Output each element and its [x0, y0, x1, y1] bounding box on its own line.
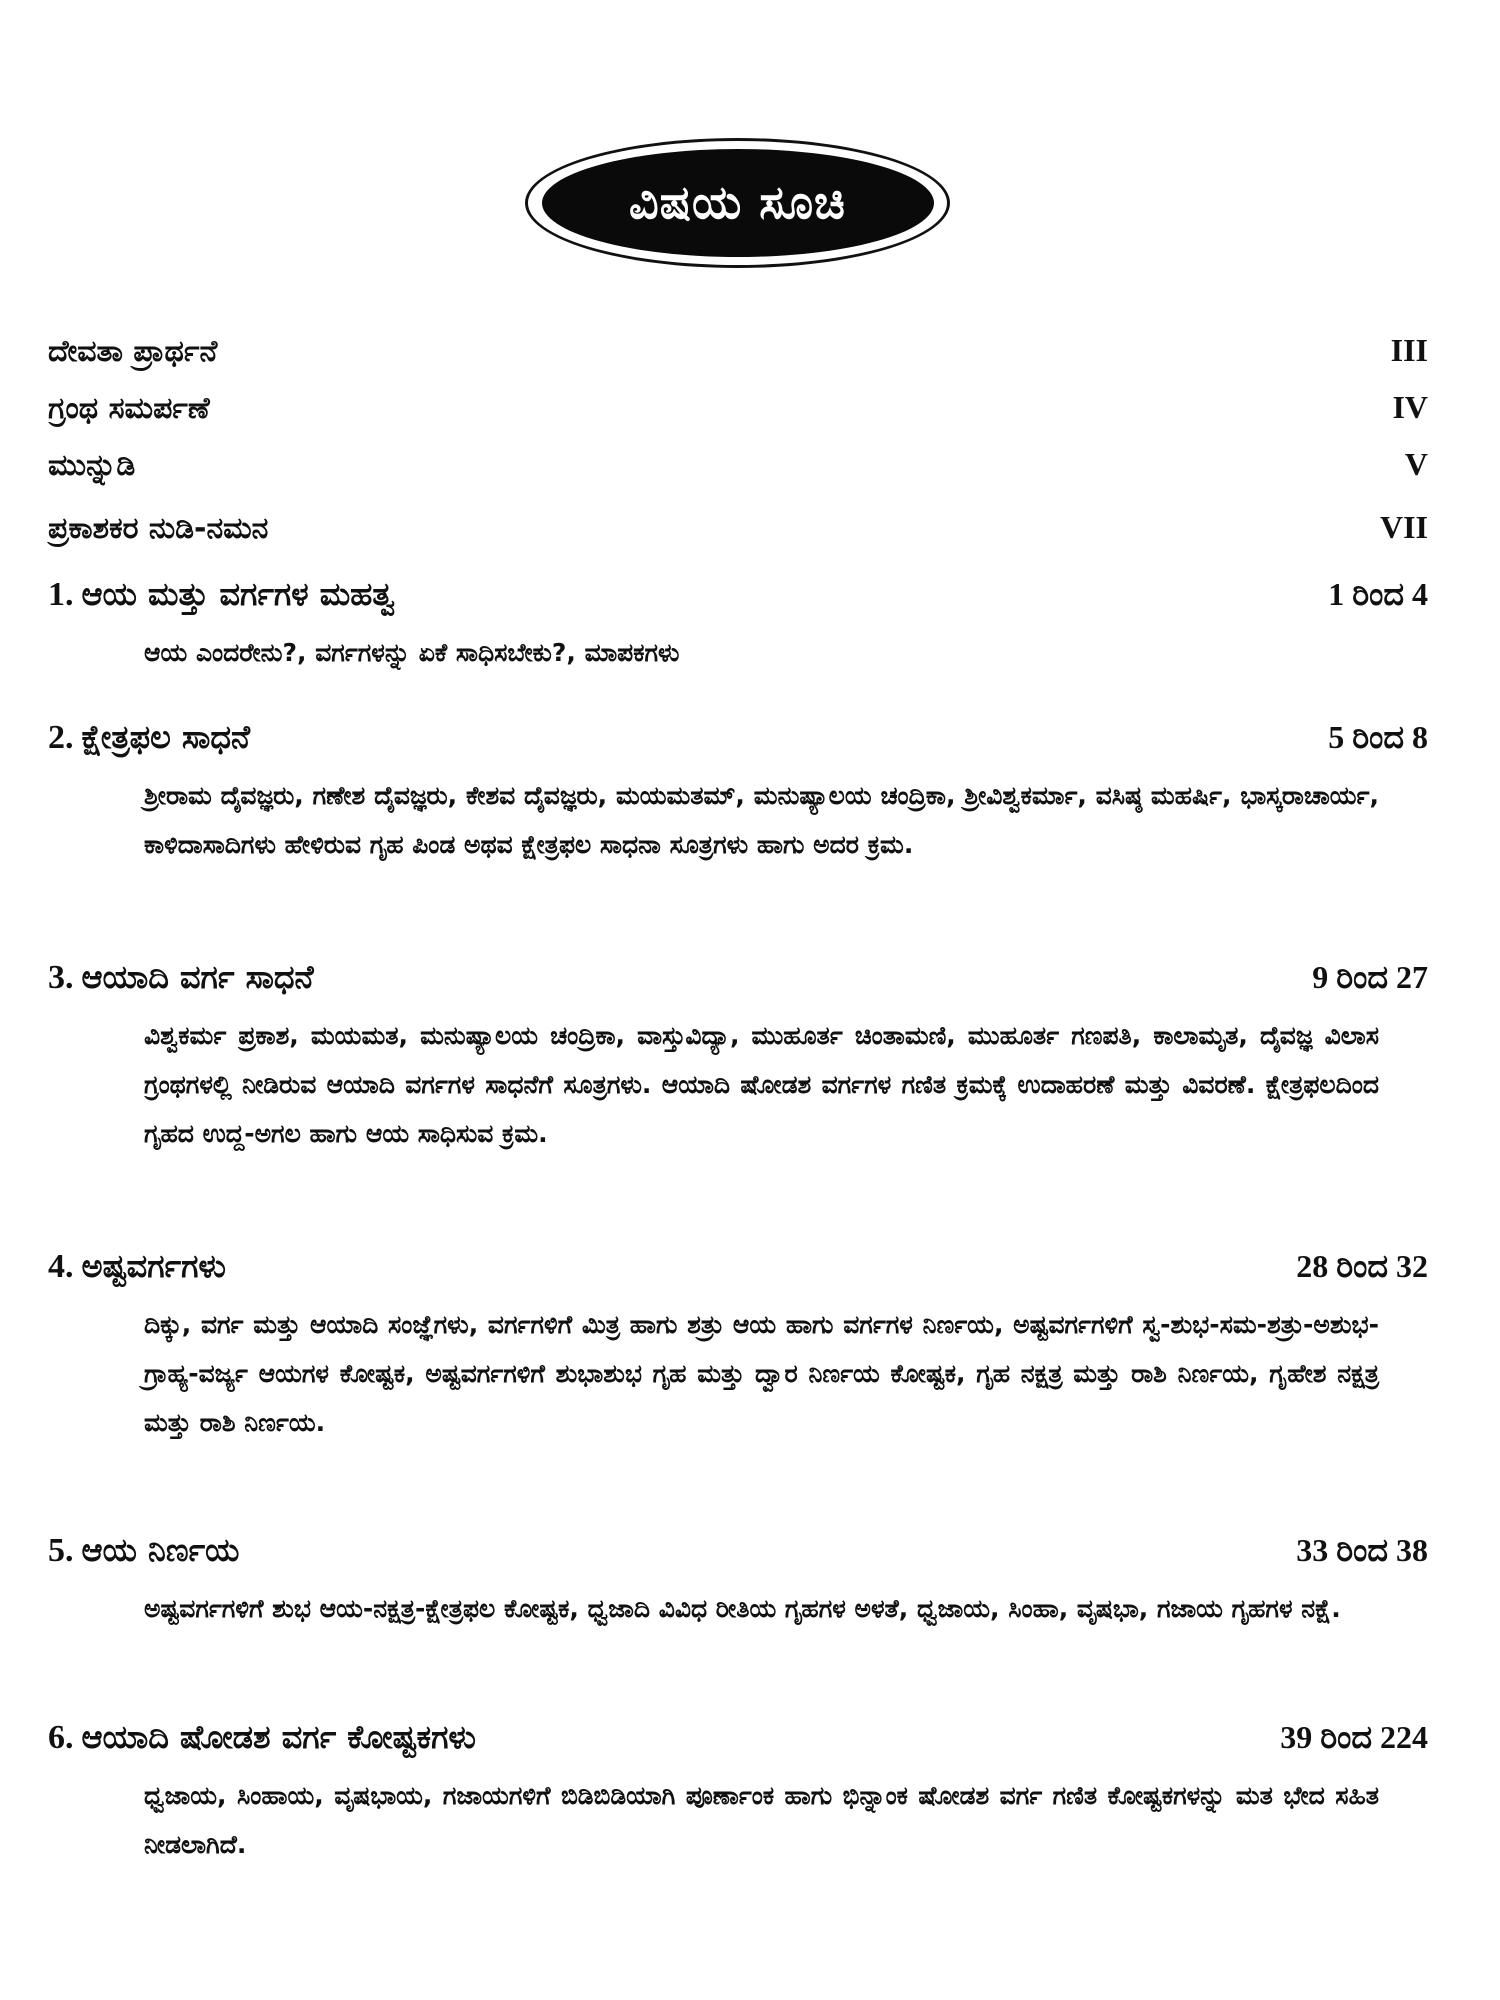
chapter-description: ದಿಕ್ಕು, ವರ್ಗ ಮತ್ತು ಆಯಾದಿ ಸಂಜ್ಞೆಗಳು, ವರ್ಗಗಳಿಗೆ ಮಿತ್ರ ಹಾಗು ಶತ್ರು ಆಯ ಹಾಗು ವರ್ಗಗಳ ನಿರ್ಣಯ, ಅಷ್ಟವರ್ಗಗಳಿಗೆ ಸ್ವ-ಶುಭ-ಸಮ-ಶತ್ರು-ಅಶುಭ-ಗ್ರಾಹ್ಯ-ವರ್ಜ್ಯ ಆಯಗಳ ಕೋಷ್ಟಕ, ಅಷ್ಟವರ್ಗಗಳಿಗೆ ಶುಭಾಶುಭ ಗೃಹ ಮತ್ತು ದ್ವಾರ ನಿರ್ಣಯ ಕೋಷ್ಟಕ, ಗೃಹ ನಕ್ಷತ್ರ ಮತ್ತು ರಾಶಿ ನಿರ್ಣಯ, ಗೃಹೇಶ ನಕ್ಷತ್ರ ಮತ್ತು ರಾಶಿ ನಿರ್ಣಯ.	[144, 1310, 1379, 1437]
chapter-title: ಕ್ಷೇತ್ರಫಲ ಸಾಧನೆ	[81, 718, 251, 756]
chapter-entry	[48, 718, 1428, 869]
chapter-heading	[48, 718, 250, 757]
front-matter-page: III	[1390, 332, 1428, 368]
chapter-heading	[48, 1247, 226, 1286]
chapter-title: ಆಯಾದಿ ಷೋಡಶ ವರ್ಗ ಕೋಷ್ಟಕಗಳು	[81, 1718, 476, 1756]
front-matter-page: VII	[1379, 509, 1428, 545]
front-matter-entry	[48, 389, 1428, 426]
chapter-heading	[48, 1531, 239, 1570]
chapter-description: ಧ್ವಜಾಯ, ಸಿಂಹಾಯ, ವೃಷಭಾಯ, ಗಜಾಯಗಳಿಗೆ ಬಿಡಿಬಿಡಿಯಾಗಿ ಪೂರ್ಣಾಂಕ ಹಾಗು ಭಿನ್ನಾಂಕ ಷೋಡಶ ವರ್ಗ ಗಣಿತ ಕೋಷ್ಟಕಗಳನ್ನು ಮತ ಭೇದ ಸಹಿತ ನೀಡಲಾಗಿದೆ.	[144, 1781, 1379, 1859]
front-matter-entry	[48, 332, 1428, 369]
front-matter-page: V	[1404, 446, 1428, 482]
chapter-description: ಶ್ರೀರಾಮ ದೈವಜ್ಞರು, ಗಣೇಶ ದೈವಜ್ಞರು, ಕೇಶವ ದೈವಜ್ಞರು, ಮಯಮತಮ್, ಮನುಷ್ಯಾಲಯ ಚಂದ್ರಿಕಾ, ಶ್ರೀವಿಶ್ವಕರ್ಮಾ, ವಸಿಷ್ಠ ಮಹರ್ಷಿ, ಭಾಸ್ಕರಾಚಾರ್ಯ, ಕಾಳಿದಾಸಾದಿಗಳು ಹೇಳಿರುವ ಗೃಹ ಪಿಂಡ ಅಥವ ಕ್ಷೇತ್ರಫಲ ಸಾಧನಾ ಸೂತ್ರಗಳು ಹಾಗು ಅದರ ಕ್ರಮ.	[144, 781, 1379, 859]
chapter-entry	[48, 958, 1428, 1158]
chapter-description: ವಿಶ್ವಕರ್ಮ ಪ್ರಕಾಶ, ಮಯಮತ, ಮನುಷ್ಯಾಲಯ ಚಂದ್ರಿಕಾ, ವಾಸ್ತುವಿದ್ಯಾ, ಮುಹೂರ್ತ ಚಿಂತಾಮಣಿ, ಮುಹೂರ್ತ ಗಣಪತಿ, ಕಾಲಾಮೃತ, ದೈವಜ್ಞ ವಿಲಾಸ ಗ್ರಂಥಗಳಲ್ಲಿ ನೀಡಿರುವ ಆಯಾದಿ ವರ್ಗಗಳ ಸಾಧನೆಗೆ ಸೂತ್ರಗಳು. ಆಯಾದಿ ಷೋಡಶ ವರ್ಗಗಳ ಗಣಿತ ಕ್ರಮಕ್ಕೆ ಉದಾಹರಣೆ ಮತ್ತು ವಿವರಣೆ. ಕ್ಷೇತ್ರಫಲದಿಂದ ಗೃಹದ ಉದ್ದ-ಅಗಲ ಹಾಗು ಆಯ ಸಾಧಿಸುವ ಕ್ರಮ.	[144, 1021, 1379, 1148]
chapter-description: ಆಯ ಎಂದರೇನು?, ವರ್ಗಗಳನ್ನು ಏಕೆ ಸಾಧಿಸಬೇಕು?, ಮಾಪಕಗಳು	[144, 638, 680, 667]
chapter-pages: 9 ರಿಂದ 27	[1312, 959, 1428, 995]
chapter-heading	[48, 575, 395, 614]
chapter-number: 3.	[48, 959, 74, 996]
chapter-number: 2.	[48, 719, 74, 756]
chapter-title: ಆಯ ಮತ್ತು ವರ್ಗಗಳ ಮಹತ್ವ	[81, 575, 396, 613]
page-title: ವಿಷಯ ಸೂಚಿ	[629, 175, 846, 229]
front-matter-label: ಪ್ರಕಾಶಕರ ನುಡಿ-ನಮನ	[48, 511, 269, 546]
title-oval	[542, 149, 934, 257]
chapter-entry	[48, 1247, 1428, 1447]
chapter-number: 4.	[48, 1248, 74, 1285]
front-matter-entry	[48, 446, 1428, 483]
chapter-pages: 39 ರಿಂದ 224	[1280, 1719, 1428, 1755]
chapter-entry	[48, 575, 1428, 677]
chapter-pages: 5 ರಿಂದ 8	[1328, 719, 1428, 755]
chapter-title: ಆಯಾದಿ ವರ್ಗ ಸಾಧನೆ	[81, 958, 314, 996]
title-oval-outline	[525, 138, 950, 268]
front-matter-page: IV	[1392, 389, 1428, 425]
chapter-number: 1.	[48, 576, 74, 613]
front-matter-label: ಗ್ರಂಥ ಸಮರ್ಪಣೆ	[48, 391, 210, 426]
chapter-pages: 28 ರಿಂದ 32	[1296, 1248, 1428, 1284]
chapter-description: ಅಷ್ಟವರ್ಗಗಳಿಗೆ ಶುಭ ಆಯ-ನಕ್ಷತ್ರ-ಕ್ಷೇತ್ರಫಲ ಕೋಷ್ಟಕ, ಧ್ವಜಾದಿ ವಿವಿಧ ರೀತಿಯ ಗೃಹಗಳ ಅಳತೆ, ಧ್ವಜಾಯ, ಸಿಂಹಾ, ವೃಷಭಾ, ಗಜಾಯ ಗೃಹಗಳ ನಕ್ಷೆ.	[144, 1594, 1341, 1623]
chapter-entry	[48, 1531, 1428, 1633]
chapter-pages: 1 ರಿಂದ 4	[1328, 576, 1428, 612]
chapter-pages: 33 ರಿಂದ 38	[1296, 1532, 1428, 1568]
chapter-number: 5.	[48, 1532, 74, 1569]
chapter-number: 6.	[48, 1719, 74, 1756]
chapter-heading	[48, 958, 314, 997]
chapter-entry	[48, 1718, 1428, 1869]
front-matter-entry	[48, 509, 1428, 546]
chapter-heading	[48, 1718, 476, 1757]
chapter-title: ಅಷ್ಟವರ್ಗಗಳು	[81, 1247, 226, 1285]
chapter-title: ಆಯ ನಿರ್ಣಯ	[81, 1531, 240, 1569]
front-matter-label: ಮುನ್ನುಡಿ	[48, 448, 136, 483]
front-matter-label: ದೇವತಾ ಪ್ರಾರ್ಥನೆ	[48, 334, 218, 369]
